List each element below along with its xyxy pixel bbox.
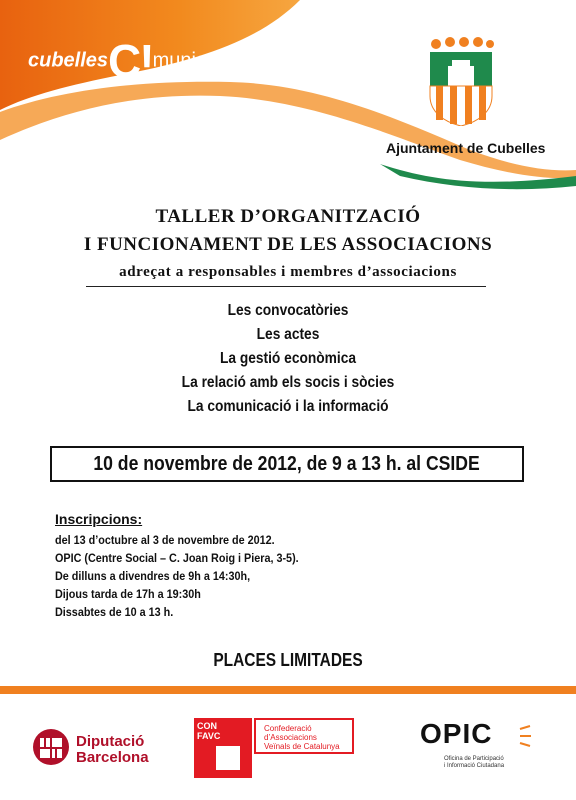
confavc-line2: d’Associacions bbox=[264, 733, 317, 742]
places-limited-notice: PLACES LIMITADES bbox=[213, 650, 363, 670]
topic-item: Les actes bbox=[256, 326, 320, 343]
workshop-title-line2: I FUNCIONAMENT DE LES ASSOCIACIONS bbox=[83, 234, 493, 255]
event-date-text: 10 de novembre de 2012, de 9 a 13 h. al CSIDE bbox=[93, 452, 481, 475]
diputacio-line2: Barcelona bbox=[76, 749, 149, 766]
opic-rays-icon bbox=[518, 725, 532, 747]
topic-item: Les convocatòries bbox=[227, 302, 349, 319]
inscriptions-line: De dilluns a divendres de 9h a 14:30h, bbox=[55, 569, 251, 583]
inscriptions-line: OPIC (Centre Social – C. Joan Roig i Piera, 3-5). bbox=[55, 551, 299, 565]
brand-c-mark: C! bbox=[108, 35, 153, 87]
inscriptions-line: del 13 d’octubre al 3 de novembre de 2012. bbox=[55, 533, 275, 547]
confavc-logo-block bbox=[194, 718, 252, 778]
municipality-label: Ajuntament de Cubelles bbox=[386, 140, 546, 156]
inscriptions-heading: Inscripcions: bbox=[55, 511, 143, 527]
inscriptions-line: Dijous tarda de 17h a 19:30h bbox=[55, 587, 201, 601]
title-divider bbox=[86, 286, 486, 287]
brand-cubelles-text: cubelles bbox=[28, 49, 109, 72]
confavc-name bbox=[264, 724, 340, 751]
workshop-subtitle: adreçat a responsables i membres d’associacions bbox=[119, 264, 457, 280]
topic-item: La gestió econòmica bbox=[219, 350, 357, 367]
confavc-line3: Veïnals de Catalunya bbox=[264, 742, 340, 751]
topic-item: La comunicació i la informació bbox=[187, 398, 389, 415]
cubelles-coat-of-arms-icon bbox=[428, 36, 494, 126]
confavc-badge-bottom: FAVC bbox=[197, 731, 221, 741]
opic-line2: i Informació Ciutadana bbox=[444, 763, 505, 769]
opic-line1: Oficina de Participació bbox=[444, 756, 504, 762]
opic-logo bbox=[420, 718, 492, 750]
inscriptions-line: Dissabtes de 10 a 13 h. bbox=[55, 605, 174, 619]
diputacio-seal-icon bbox=[32, 728, 70, 766]
confavc-line1: Confederació bbox=[264, 724, 312, 733]
event-date-box bbox=[50, 446, 524, 482]
opic-logo-text: OPIC bbox=[420, 718, 493, 749]
diputacio-name bbox=[76, 734, 149, 766]
workshop-title-line1: TALLER D’ORGANITZACIÓ bbox=[155, 206, 421, 227]
brand-munica-text: munica bbox=[152, 49, 218, 72]
cubelles-comunica-logo bbox=[28, 34, 217, 88]
topic-item: La relació amb els socis i sòcies bbox=[181, 374, 395, 391]
diputacio-line1: Diputació bbox=[76, 733, 145, 750]
confavc-shape bbox=[216, 746, 240, 770]
confavc-badge-top: CON bbox=[197, 721, 217, 731]
footer-divider bbox=[0, 686, 576, 694]
opic-subtitle bbox=[444, 756, 504, 770]
